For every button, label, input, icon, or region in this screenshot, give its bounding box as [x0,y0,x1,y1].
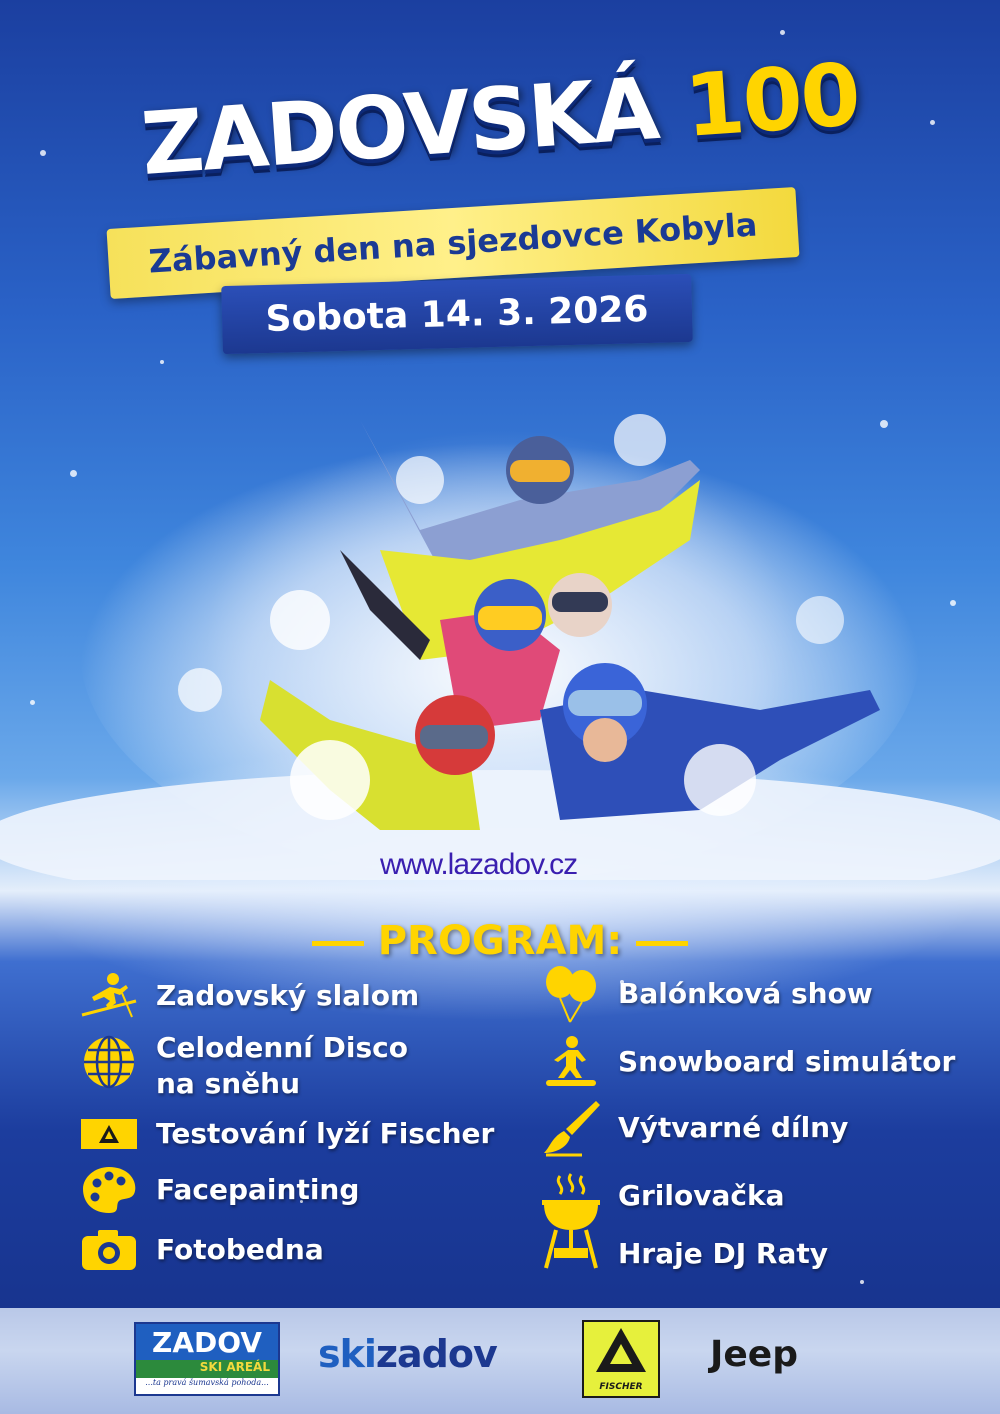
sponsors-bar [0,1308,1000,1414]
program-label: Fotobedna [156,1233,324,1266]
poster-title [78,41,923,199]
fischer-logo [582,1320,660,1398]
title-main: ZADOVSKÁ [138,59,661,195]
program-item [78,1222,324,1278]
program-item [78,1162,359,1218]
paint-brush-icon [540,1100,602,1156]
program-heading-text: PROGRAM: [377,918,623,964]
fischer-logo-text: FISCHER [599,1382,643,1392]
subtitle: Zábavný den na sjezdovce Kobyla [147,205,759,281]
disco-ball-icon [78,1030,140,1094]
jeep-logo: Jeep [710,1334,798,1375]
program-label: Snowboard simulátor [618,1045,956,1078]
program-item [78,1030,456,1102]
program-item [540,1100,848,1156]
hero-photo [0,360,1000,880]
program-label: Balónková show [618,977,873,1010]
program-item [540,1034,955,1090]
grill-icon [540,1172,602,1272]
program-label: Celodenní Disco na sněhu [156,1031,408,1100]
fischer-logo-icon [78,1106,140,1162]
program-label: Hraje DJ Raty [618,1237,828,1270]
zadov-logo-title: ZADOV [136,1324,278,1360]
camera-icon [78,1222,140,1278]
skizadov-logo [318,1332,497,1376]
program-item [78,1106,494,1162]
skizadov-logo-a: ski [318,1332,376,1376]
program-item [618,1178,784,1214]
zadov-logo-sub: SKI AREÁL [136,1360,278,1378]
snow-flake [860,1280,864,1284]
website-link[interactable]: www.lazadov.cz [380,848,578,881]
snow-flake [930,120,935,125]
program-label: Testování lyží Fischer [156,1117,495,1150]
date-banner [221,274,693,354]
event-date: Sobota 14. 3. 2026 [265,288,649,340]
fischer-triangle-icon [584,1322,658,1378]
heading-dash-right [636,941,688,946]
snow-flake [780,30,785,35]
heading-dash-left [312,941,364,946]
program-item [618,1236,828,1272]
program-label: Facepainting [156,1173,360,1206]
snowboarder-icon [540,1034,602,1090]
zadov-logo [134,1322,280,1396]
zadov-logo-tagline: ...ta pravá šumavská pohoda... [145,1378,269,1387]
program-label: Grilovačka [618,1179,785,1212]
skier-icon [78,968,140,1024]
program-heading [0,918,1000,964]
program-label: Výtvarné dílny [618,1111,849,1144]
program-item [540,966,873,1022]
snow-flake [40,150,46,156]
title-number: 100 [681,45,862,157]
program-label: Zadovský slalom [156,979,420,1012]
palette-icon [78,1162,140,1218]
skizadov-logo-b: zadov [375,1332,497,1376]
program-item [78,968,419,1024]
balloons-icon [540,966,602,1022]
